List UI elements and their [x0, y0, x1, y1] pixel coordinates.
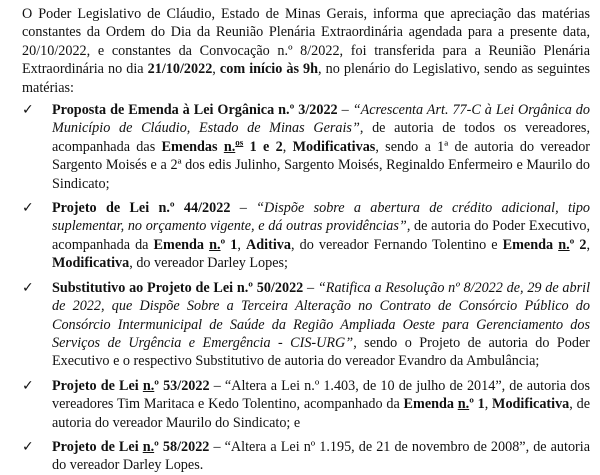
item-heading: Projeto de Lei n.º 44/2022 — [52, 200, 231, 217]
item-heading: Proposta de Emenda à Lei Orgânica n.º 3/2022 — [52, 102, 338, 119]
item-title: “Dispõe sobre a abertura de crédito adicional, tipo suplementar, no orçamento vigente, e dá outras providências” — [52, 200, 591, 235]
item-heading: Projeto de Lei n.º 58/2022 — [52, 438, 210, 455]
checkmark-icon: ✓ — [22, 200, 34, 217]
session-date: 21/10/2022 — [147, 61, 213, 78]
list-item: ✓ Projeto de Lei n.º 53/2022 – “Altera a Lei n.º 1.403, de 10 de julho de 2014”, de autoria dos vereadores Tim Maritaca e Kedo Tolentino, acompanhado da Emenda n.º 1, Modificativa, de autoria do vereador Maurilo do Sindicato; e — [22, 377, 590, 431]
intro-paragraph: O Poder Legislativo de Cláudio, Estado de Minas Gerais, informa que apreciação das matérias constantes da Ordem do Dia da Reunião Plenária Extraordinária agendada para a presente data, 20/10/2022, e constantes da Convocação n.º 8/2022, foi transferida para a Reunião Plenária Extraordinária no dia 21/10/2022, com início às 9h, no plenário do Legislativo, sendo as seguintes matérias: — [22, 6, 591, 96]
item-title: “Ratifica a Resolução nº 8/2022 de, 29 de abril de 2022, que Dispõe Sobre a Terceira Alteração no Contrato de Consórcio Público do Consórcio Intermunicipal de Saúde da Região Ampliada Oeste para Gerenciamento dos Serviços de Urgência e Emergência - CIS-URG” — [52, 279, 591, 351]
item-title: “Acrescenta Art. 77-C à Lei Orgânica do Município de Cláudio, Estado de Minas Gerais” — [52, 102, 590, 137]
checkmark-icon: ✓ — [22, 102, 34, 119]
checkmark-icon: ✓ — [22, 377, 34, 394]
item-heading: Projeto de Lei n.º 53/2022 — [52, 377, 210, 394]
list-item: ✓ Substitutivo ao Projeto de Lei n.º 50/2022 – “Ratifica a Resolução nº 8/2022 de, 29 de abril de 2022, que Dispõe Sobre a Terceira Alteração no Contrato de Consórcio Público do Consórcio Intermunicipal de Saúde da Região Ampliada Oeste para Gerenciamento dos Serviços de Urgência e Emergência - CIS-URG”, sendo o Projeto de autoria do Poder Executivo e o respectivo Substitutivo de autoria do vereador Evandro da Ambulância; — [22, 279, 591, 370]
item-heading: Substitutivo ao Projeto de Lei n.º 50/2022 — [52, 279, 304, 296]
list-item: ✓ Projeto de Lei n.º 58/2022 – “Altera a Lei nº 1.195, de 21 de novembro de 2008”, de autoria do vereador Darley Lopes. — [22, 438, 591, 474]
list-item: ✓ Projeto de Lei n.º 44/2022 – “Dispõe sobre a abertura de crédito adicional, tipo suplementar, no orçamento vigente, e dá outras providências”, de autoria do Poder Executivo, acompanhada da Emenda n.º 1, Aditiva, do vereador Fernando Tolentino e Emenda n.º 2, Modificativa, do vereador Darley Lopes; — [22, 200, 591, 272]
checkmark-icon: ✓ — [22, 279, 34, 296]
checkmark-icon: ✓ — [22, 438, 34, 455]
list-item: ✓ Proposta de Emenda à Lei Orgânica n.º 3/2022 – “Acrescenta Art. 77-C à Lei Orgânica do Município de Cláudio, Estado de Minas Gerais”, de autoria de todos os vereadores, acompanhada das Emendas n.$^{os}$ 1 e 2, Modificativas, sendo a 1ª de autoria do vereador Sargento Moisés e a 2ª dos edis Julinho, Sargento Moisés, Reginaldo Enfermeiro e Maurilo do Sindicato; — [22, 102, 591, 192]
intro-text: O Poder Legislativo de Cláudio, Estado de Minas Gerais, informa que apreciação das matérias constantes da Ordem do Dia da Reunião Plenária Extraordinária agendada para a presente data, 20/10/2022, e constantes da Convocação n.º 8/2022, foi transferida para a Reunião Plenária Extraordinária no dia — [22, 6, 590, 78]
session-time: com início às 9h — [219, 61, 319, 78]
